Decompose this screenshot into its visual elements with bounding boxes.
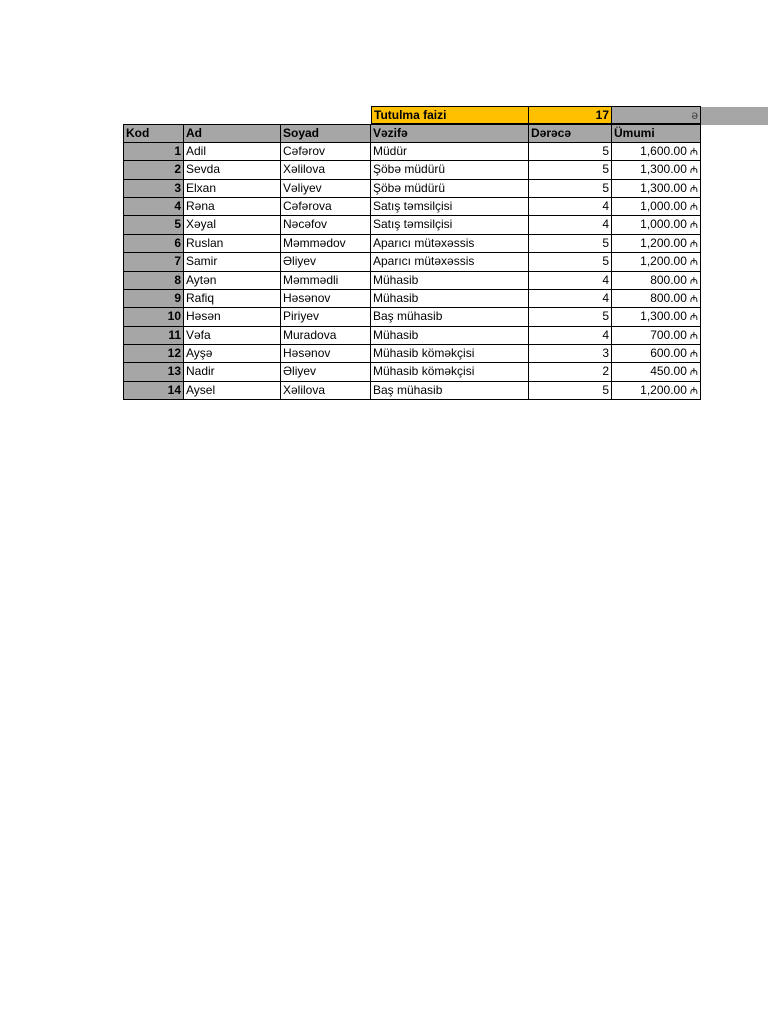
cell-ad[interactable] bbox=[184, 180, 281, 198]
cell-ad[interactable] bbox=[184, 290, 281, 308]
table-header-row bbox=[123, 124, 701, 142]
cell-derece[interactable] bbox=[529, 198, 612, 216]
cell-umumi[interactable] bbox=[612, 180, 701, 198]
cell-kod-text: 4 bbox=[174, 198, 181, 213]
cell-umumi-text: 1,600.00 bbox=[640, 143, 687, 158]
cell-derece[interactable] bbox=[529, 216, 612, 234]
cell-kod[interactable] bbox=[123, 290, 184, 308]
cell-vezife[interactable] bbox=[371, 253, 529, 271]
cell-umumi-text: 1,300.00 bbox=[640, 162, 687, 177]
cell-vezife-text: Mühasib bbox=[373, 272, 419, 287]
cell-vezife[interactable] bbox=[371, 327, 529, 345]
cell-vezife-text: Aparıcı mütəxəssis bbox=[373, 254, 475, 269]
cell-derece-text: 4 bbox=[602, 290, 609, 305]
table-row bbox=[123, 272, 701, 290]
cell-vezife[interactable] bbox=[371, 235, 529, 253]
cell-kod-text: 14 bbox=[167, 382, 181, 397]
cell-derece[interactable] bbox=[529, 345, 612, 363]
cell-kod[interactable] bbox=[123, 161, 184, 179]
cell-soyad[interactable] bbox=[281, 272, 371, 290]
cell-soyad[interactable] bbox=[281, 161, 371, 179]
cell-derece-text: 5 bbox=[602, 180, 609, 195]
cell-umumi[interactable] bbox=[612, 253, 701, 271]
table-body bbox=[123, 143, 701, 400]
cell-soyad[interactable] bbox=[281, 308, 371, 326]
cell-vezife[interactable] bbox=[371, 345, 529, 363]
cell-vezife[interactable] bbox=[371, 180, 529, 198]
cell-ad-text: Rafiq bbox=[186, 290, 215, 305]
cell-soyad[interactable] bbox=[281, 253, 371, 271]
cell-kod-text: 12 bbox=[167, 346, 181, 361]
cell-kod[interactable] bbox=[123, 345, 184, 363]
cell-ad-text: Rəna bbox=[186, 198, 215, 213]
cell-ad-text: Aytən bbox=[186, 272, 217, 287]
cell-kod-text: 10 bbox=[167, 309, 181, 324]
cell-derece-text: 5 bbox=[602, 309, 609, 324]
cell-umumi[interactable] bbox=[612, 161, 701, 179]
cell-vezife[interactable] bbox=[371, 363, 529, 381]
currency-symbol: ₼ bbox=[689, 165, 698, 177]
cell-vezife-text: Baş mühasib bbox=[373, 382, 443, 397]
cell-umumi-text: 1,200.00 bbox=[640, 235, 687, 250]
cell-derece[interactable] bbox=[529, 180, 612, 198]
cell-umumi[interactable] bbox=[612, 308, 701, 326]
cell-derece[interactable] bbox=[529, 382, 612, 400]
cell-ad-text: Adil bbox=[186, 143, 207, 158]
withholding-rate-value[interactable]: 17 bbox=[529, 106, 612, 124]
cell-kod-text: 5 bbox=[174, 217, 181, 232]
cell-kod[interactable] bbox=[123, 216, 184, 234]
cell-umumi[interactable] bbox=[612, 272, 701, 290]
table-row bbox=[123, 143, 701, 161]
cell-vezife[interactable] bbox=[371, 272, 529, 290]
withholding-rate-label[interactable]: Tutulma faizi bbox=[371, 106, 529, 124]
cell-umumi[interactable] bbox=[612, 382, 701, 400]
table-row bbox=[123, 308, 701, 326]
cell-vezife[interactable] bbox=[371, 161, 529, 179]
cell-soyad-text: Nəcəfov bbox=[283, 217, 328, 232]
cell-soyad-text: Cəfərov bbox=[283, 143, 326, 158]
cell-umumi-text: 1,300.00 bbox=[640, 180, 687, 195]
cell-ad-text: Aysel bbox=[186, 382, 216, 397]
cell-derece-text: 4 bbox=[602, 327, 609, 342]
table-row bbox=[123, 363, 701, 381]
cell-vezife-text: Mühasib köməkçisi bbox=[373, 346, 475, 361]
cell-vezife[interactable] bbox=[371, 290, 529, 308]
cell-derece[interactable] bbox=[529, 308, 612, 326]
cell-ad-text: Ayşə bbox=[186, 346, 213, 361]
cell-derece-text: 5 bbox=[602, 162, 609, 177]
cell-derece[interactable] bbox=[529, 327, 612, 345]
cell-umumi-text: 1,000.00 bbox=[640, 217, 687, 232]
cell-soyad-text: Əliyev bbox=[283, 364, 317, 379]
currency-symbol: ₼ bbox=[689, 367, 698, 379]
cell-ad-text: Elxan bbox=[186, 180, 217, 195]
cell-kod[interactable] bbox=[123, 235, 184, 253]
currency-symbol: ₼ bbox=[689, 349, 698, 361]
cell-soyad[interactable] bbox=[281, 216, 371, 234]
cell-kod-text: 2 bbox=[174, 162, 181, 177]
currency-symbol: ₼ bbox=[689, 385, 698, 397]
table-row bbox=[123, 327, 701, 345]
cell-kod[interactable] bbox=[123, 180, 184, 198]
cell-vezife[interactable] bbox=[371, 308, 529, 326]
cell-derece-text: 5 bbox=[602, 254, 609, 269]
cell-soyad[interactable] bbox=[281, 290, 371, 308]
cell-derece[interactable] bbox=[529, 143, 612, 161]
cell-vezife-text: Mühasib bbox=[373, 327, 419, 342]
table-row bbox=[123, 290, 701, 308]
currency-symbol: ₼ bbox=[689, 146, 698, 158]
cell-kod-text: 9 bbox=[174, 290, 181, 305]
cell-soyad-text: Muradova bbox=[283, 327, 337, 342]
cell-ad[interactable] bbox=[184, 161, 281, 179]
cell-soyad[interactable] bbox=[281, 363, 371, 381]
cell-soyad[interactable] bbox=[281, 198, 371, 216]
cell-derece[interactable] bbox=[529, 272, 612, 290]
cell-kod-text: 11 bbox=[168, 327, 181, 342]
cell-ad[interactable] bbox=[184, 308, 281, 326]
cell-kod-text: 13 bbox=[167, 364, 181, 379]
cell-kod-text: 6 bbox=[174, 235, 181, 250]
cell-derece-text: 4 bbox=[602, 217, 609, 232]
currency-symbol: ₼ bbox=[689, 293, 698, 305]
cell-vezife[interactable] bbox=[371, 216, 529, 234]
cell-derece-text: 2 bbox=[602, 364, 609, 379]
currency-symbol: ₼ bbox=[689, 275, 698, 287]
cell-ad-text: Ruslan bbox=[186, 235, 224, 250]
cell-vezife-text: Müdür bbox=[373, 143, 408, 158]
spreadsheet-table bbox=[123, 106, 701, 400]
cell-soyad[interactable] bbox=[281, 235, 371, 253]
cell-vezife-text: Baş mühasib bbox=[373, 309, 443, 324]
currency-symbol: ₼ bbox=[689, 257, 698, 269]
cell-umumi-text: 600.00 bbox=[650, 346, 687, 361]
cell-vezife[interactable] bbox=[371, 382, 529, 400]
cell-umumi[interactable] bbox=[612, 235, 701, 253]
table-row bbox=[123, 235, 701, 253]
cell-derece-text: 4 bbox=[602, 272, 609, 287]
currency-symbol: ₼ bbox=[689, 201, 698, 213]
cell-vezife-text: Mühasib köməkçisi bbox=[373, 364, 475, 379]
cell-ad[interactable] bbox=[184, 235, 281, 253]
cell-ad[interactable] bbox=[184, 272, 281, 290]
cell-soyad-text: Cəfərova bbox=[283, 198, 332, 213]
cell-vezife-text: Aparıcı mütəxəssis bbox=[373, 235, 475, 250]
cell-ad[interactable] bbox=[184, 327, 281, 345]
cell-umumi-text: 1,300.00 bbox=[640, 309, 687, 324]
withholding-rate-extra[interactable]: ə bbox=[612, 106, 701, 124]
cell-umumi-text: 1,000.00 bbox=[640, 198, 687, 213]
column-header-kod[interactable]: Kod bbox=[123, 124, 184, 142]
cell-umumi-text: 450.00 bbox=[650, 364, 687, 379]
cell-soyad[interactable] bbox=[281, 345, 371, 363]
cell-ad[interactable] bbox=[184, 382, 281, 400]
cell-derece[interactable] bbox=[529, 290, 612, 308]
cell-derece-text: 5 bbox=[602, 235, 609, 250]
cell-umumi[interactable] bbox=[612, 345, 701, 363]
cell-umumi[interactable] bbox=[612, 290, 701, 308]
cell-ad-text: Həsən bbox=[186, 309, 221, 324]
cell-soyad[interactable] bbox=[281, 327, 371, 345]
cell-umumi-text: 700.00 bbox=[650, 327, 687, 342]
cell-derece-text: 5 bbox=[602, 382, 609, 397]
cell-derece[interactable] bbox=[529, 253, 612, 271]
cell-kod-text: 7 bbox=[174, 254, 181, 269]
cell-soyad[interactable] bbox=[281, 143, 371, 161]
cell-vezife[interactable] bbox=[371, 198, 529, 216]
cell-umumi[interactable] bbox=[612, 363, 701, 381]
column-header-vezife[interactable]: Vəzifə bbox=[371, 124, 529, 142]
currency-symbol: ₼ bbox=[689, 312, 698, 324]
overflow-cell-fill bbox=[701, 107, 768, 125]
column-header-derece[interactable]: Dərəcə bbox=[529, 124, 612, 142]
cell-ad-text: Sevda bbox=[186, 162, 221, 177]
cell-ad[interactable] bbox=[184, 216, 281, 234]
table-row bbox=[123, 382, 701, 400]
cell-ad-text: Vəfa bbox=[186, 327, 211, 342]
cell-ad[interactable] bbox=[184, 363, 281, 381]
cell-kod[interactable] bbox=[123, 327, 184, 345]
cell-umumi-text: 800.00 bbox=[650, 290, 687, 305]
table-row bbox=[123, 180, 701, 198]
table-row bbox=[123, 161, 701, 179]
cell-kod[interactable] bbox=[123, 198, 184, 216]
cell-umumi-text: 1,200.00 bbox=[640, 254, 687, 269]
cell-soyad-text: Xəlilova bbox=[283, 382, 326, 397]
cell-soyad-text: Xəlilova bbox=[283, 162, 326, 177]
cell-soyad-text: Məmmədov bbox=[283, 235, 346, 250]
column-header-soyad[interactable]: Soyad bbox=[281, 124, 371, 142]
cell-umumi[interactable] bbox=[612, 143, 701, 161]
cell-ad-text: Nadir bbox=[186, 364, 215, 379]
table-row bbox=[123, 216, 701, 234]
cell-kod-text: 3 bbox=[174, 180, 181, 195]
currency-symbol: ₼ bbox=[689, 330, 698, 342]
cell-soyad[interactable] bbox=[281, 180, 371, 198]
cell-vezife-text: Satış təmsilçisi bbox=[373, 198, 453, 213]
cell-derece[interactable] bbox=[529, 235, 612, 253]
cell-vezife-text: Şöbə müdürü bbox=[373, 180, 446, 195]
cell-umumi[interactable] bbox=[612, 327, 701, 345]
cell-soyad[interactable] bbox=[281, 382, 371, 400]
column-header-ad[interactable]: Ad bbox=[184, 124, 281, 142]
cell-umumi[interactable] bbox=[612, 198, 701, 216]
cell-umumi-text: 800.00 bbox=[650, 272, 687, 287]
table-row bbox=[123, 345, 701, 363]
cell-ad[interactable] bbox=[184, 253, 281, 271]
cell-kod[interactable] bbox=[123, 382, 184, 400]
cell-ad[interactable] bbox=[184, 198, 281, 216]
cell-derece[interactable] bbox=[529, 363, 612, 381]
table-row bbox=[123, 198, 701, 216]
cell-umumi[interactable] bbox=[612, 216, 701, 234]
cell-kod[interactable] bbox=[123, 308, 184, 326]
column-header-umumi[interactable]: Ümumi bbox=[612, 124, 701, 142]
currency-symbol: ₼ bbox=[689, 238, 698, 250]
withholding-rate-row bbox=[371, 106, 701, 124]
cell-vezife-text: Mühasib bbox=[373, 290, 419, 305]
cell-ad-text: Xəyal bbox=[186, 217, 217, 232]
cell-kod[interactable] bbox=[123, 272, 184, 290]
cell-vezife[interactable] bbox=[371, 143, 529, 161]
cell-derece-text: 3 bbox=[602, 346, 609, 361]
cell-vezife-text: Şöbə müdürü bbox=[373, 162, 446, 177]
cell-kod[interactable] bbox=[123, 143, 184, 161]
cell-soyad-text: Məmmədli bbox=[283, 272, 339, 287]
cell-soyad-text: Həsənov bbox=[283, 346, 331, 361]
cell-soyad-text: Həsənov bbox=[283, 290, 331, 305]
cell-kod-text: 8 bbox=[174, 272, 181, 287]
currency-symbol: ₼ bbox=[689, 220, 698, 232]
cell-vezife-text: Satış təmsilçisi bbox=[373, 217, 453, 232]
cell-soyad-text: Piriyev bbox=[283, 309, 320, 324]
cell-soyad-text: Əliyev bbox=[283, 254, 317, 269]
cell-umumi-text: 1,200.00 bbox=[640, 382, 687, 397]
cell-soyad-text: Vəliyev bbox=[283, 180, 322, 195]
cell-kod[interactable] bbox=[123, 253, 184, 271]
cell-ad[interactable] bbox=[184, 345, 281, 363]
cell-derece-text: 5 bbox=[602, 143, 609, 158]
cell-ad[interactable] bbox=[184, 143, 281, 161]
cell-kod[interactable] bbox=[123, 363, 184, 381]
cell-derece-text: 4 bbox=[602, 198, 609, 213]
cell-derece[interactable] bbox=[529, 161, 612, 179]
cell-kod-text: 1 bbox=[174, 143, 181, 158]
table-row bbox=[123, 253, 701, 271]
cell-ad-text: Samir bbox=[186, 254, 218, 269]
currency-symbol: ₼ bbox=[689, 183, 698, 195]
